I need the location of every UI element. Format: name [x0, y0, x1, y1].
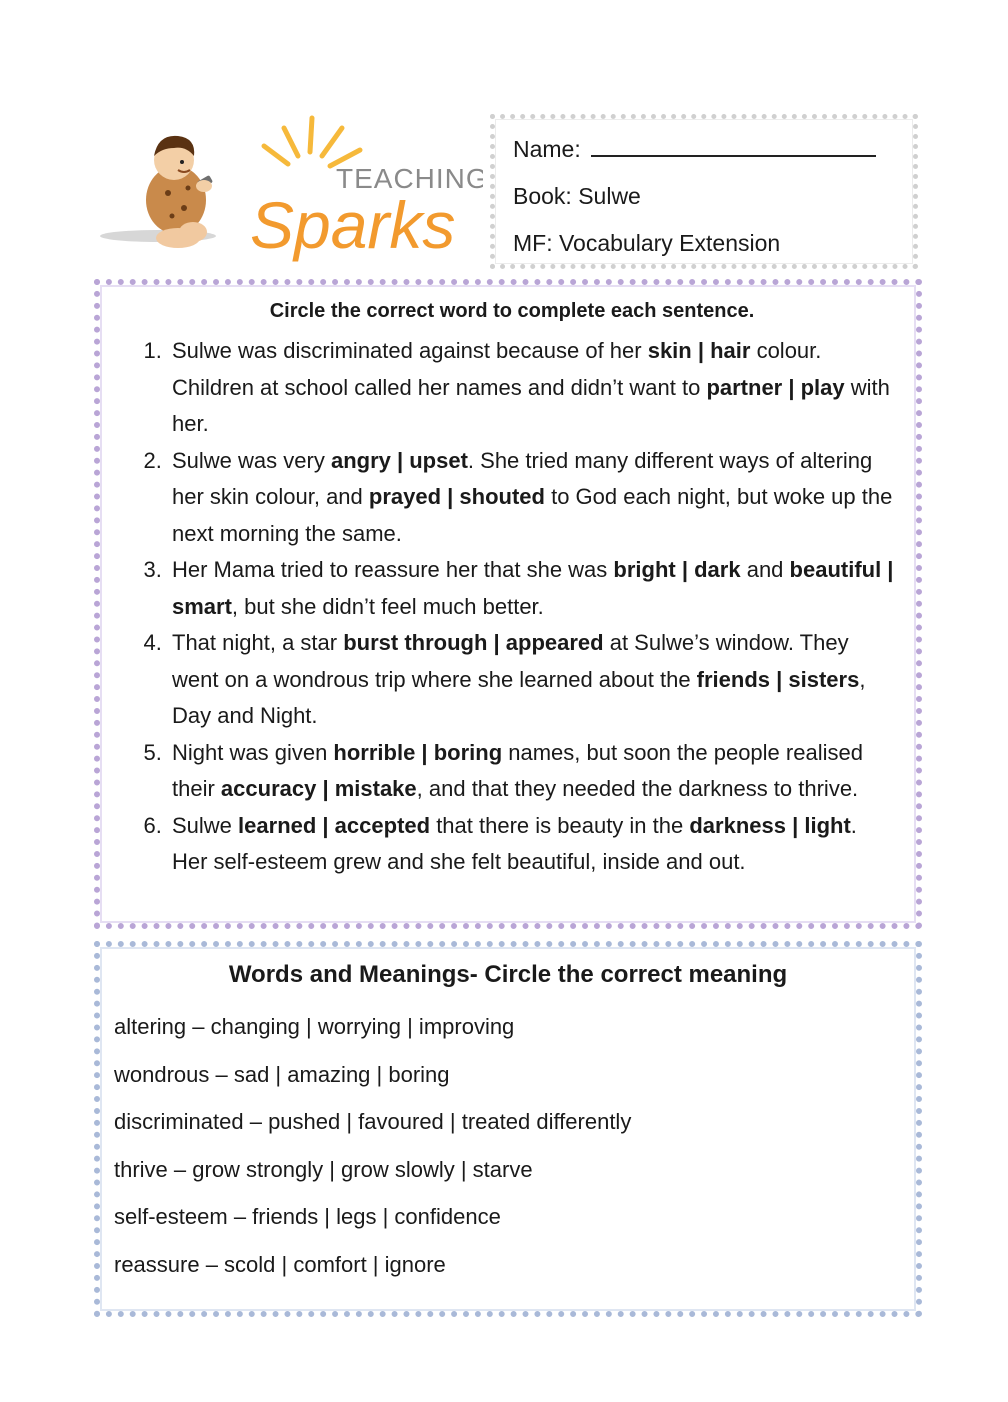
sentence-text: . She tried many different ways of altering her skin colour, and — [172, 447, 873, 509]
word-choice[interactable]: learned | accepted — [238, 812, 431, 838]
sentence-text: Sulwe was discriminated against because of her — [172, 338, 648, 363]
sentence-text: that there is beauty in the — [430, 812, 690, 838]
sentence-text: , but she didn’t feel much better. — [231, 593, 544, 619]
section1-title: Circle the correct word to complete each sentence. — [269, 300, 755, 322]
sentence-text: . Her self-esteem grew and she felt beautiful, inside and out. — [172, 812, 857, 874]
word-choice[interactable]: bright | dark — [613, 557, 741, 582]
sentence-item — [168, 552, 896, 625]
word-choice[interactable]: darkness | light — [689, 812, 851, 838]
word-choice[interactable]: partner | play — [706, 374, 845, 400]
word-choice[interactable]: accuracy | mistake — [220, 776, 417, 801]
logo-sparks-text: Sparks — [250, 188, 456, 262]
vocab-row[interactable]: reassure – scold | comfort | ignore — [114, 1251, 446, 1277]
sun-rays-icon — [264, 118, 360, 166]
sentence-text: Sulwe was very — [172, 447, 331, 473]
sentence-text: That night, a star — [172, 630, 344, 655]
sentence-item — [168, 625, 896, 735]
logo-teaching-text: TEACHING — [336, 163, 483, 194]
sentence-item — [168, 333, 896, 443]
teaching-sparks-logo — [98, 108, 483, 268]
student-info-box — [490, 114, 918, 269]
word-choice[interactable]: beautiful | smart — [172, 557, 894, 619]
sentence-text: names, but soon the people realised their — [172, 739, 863, 801]
sentence-text: Sulwe — [172, 812, 239, 838]
sentence-text: , Day and Night. — [172, 666, 866, 728]
name-label: Name: — [513, 136, 581, 162]
words-meanings-section — [94, 941, 922, 1317]
sentence-text: with her. — [172, 374, 890, 436]
vocab-row[interactable]: wondrous – sad | amazing | boring — [114, 1061, 450, 1087]
vocab-row[interactable]: discriminated – pushed | favoured | treated differently — [114, 1109, 632, 1135]
sentence-text: , and that they needed the darkness to thrive. — [416, 776, 859, 801]
name-blank-line[interactable] — [591, 131, 876, 157]
sentence-text: Her Mama tried to reassure her that she was — [172, 557, 614, 582]
sentence-text: Night was given — [172, 739, 334, 765]
name-row — [513, 129, 895, 176]
section2-title: Words and Meanings- Circle the correct meaning — [228, 961, 788, 988]
word-choice[interactable]: skin | hair — [647, 338, 751, 363]
logo-graphic — [98, 108, 483, 268]
vocab-list — [114, 1003, 902, 1289]
circle-word-section — [94, 279, 922, 929]
word-choice[interactable]: angry | upset — [330, 447, 468, 473]
vocab-row[interactable]: thrive – grow strongly | grow slowly | starve — [114, 1156, 533, 1182]
mf-label: MF: Vocabulary Extension — [513, 230, 781, 256]
word-choice[interactable]: prayed | shouted — [368, 484, 545, 509]
sentence-text: and — [740, 557, 790, 582]
word-choice[interactable]: burst through | appeared — [343, 630, 604, 655]
sentence-item — [168, 443, 896, 553]
sentence-item — [168, 808, 896, 881]
book-label: Book: Sulwe — [513, 183, 641, 209]
sentence-list — [128, 333, 896, 881]
word-choice[interactable]: friends | sisters — [696, 666, 860, 692]
sentence-item — [168, 735, 896, 808]
sentence-text: at Sulwe’s window. They went on a wondrous trip where she learned about the — [172, 630, 849, 692]
sentence-text: colour. Children at school called her names and didn’t want to — [172, 338, 822, 400]
sentence-text: to God each night, but woke up the next morning the same. — [172, 484, 893, 546]
vocab-row[interactable]: altering – changing | worrying | improving — [114, 1014, 515, 1039]
vocab-row[interactable]: self-esteem – friends | legs | confidence — [114, 1204, 501, 1230]
word-choice[interactable]: horrible | boring — [333, 739, 503, 765]
